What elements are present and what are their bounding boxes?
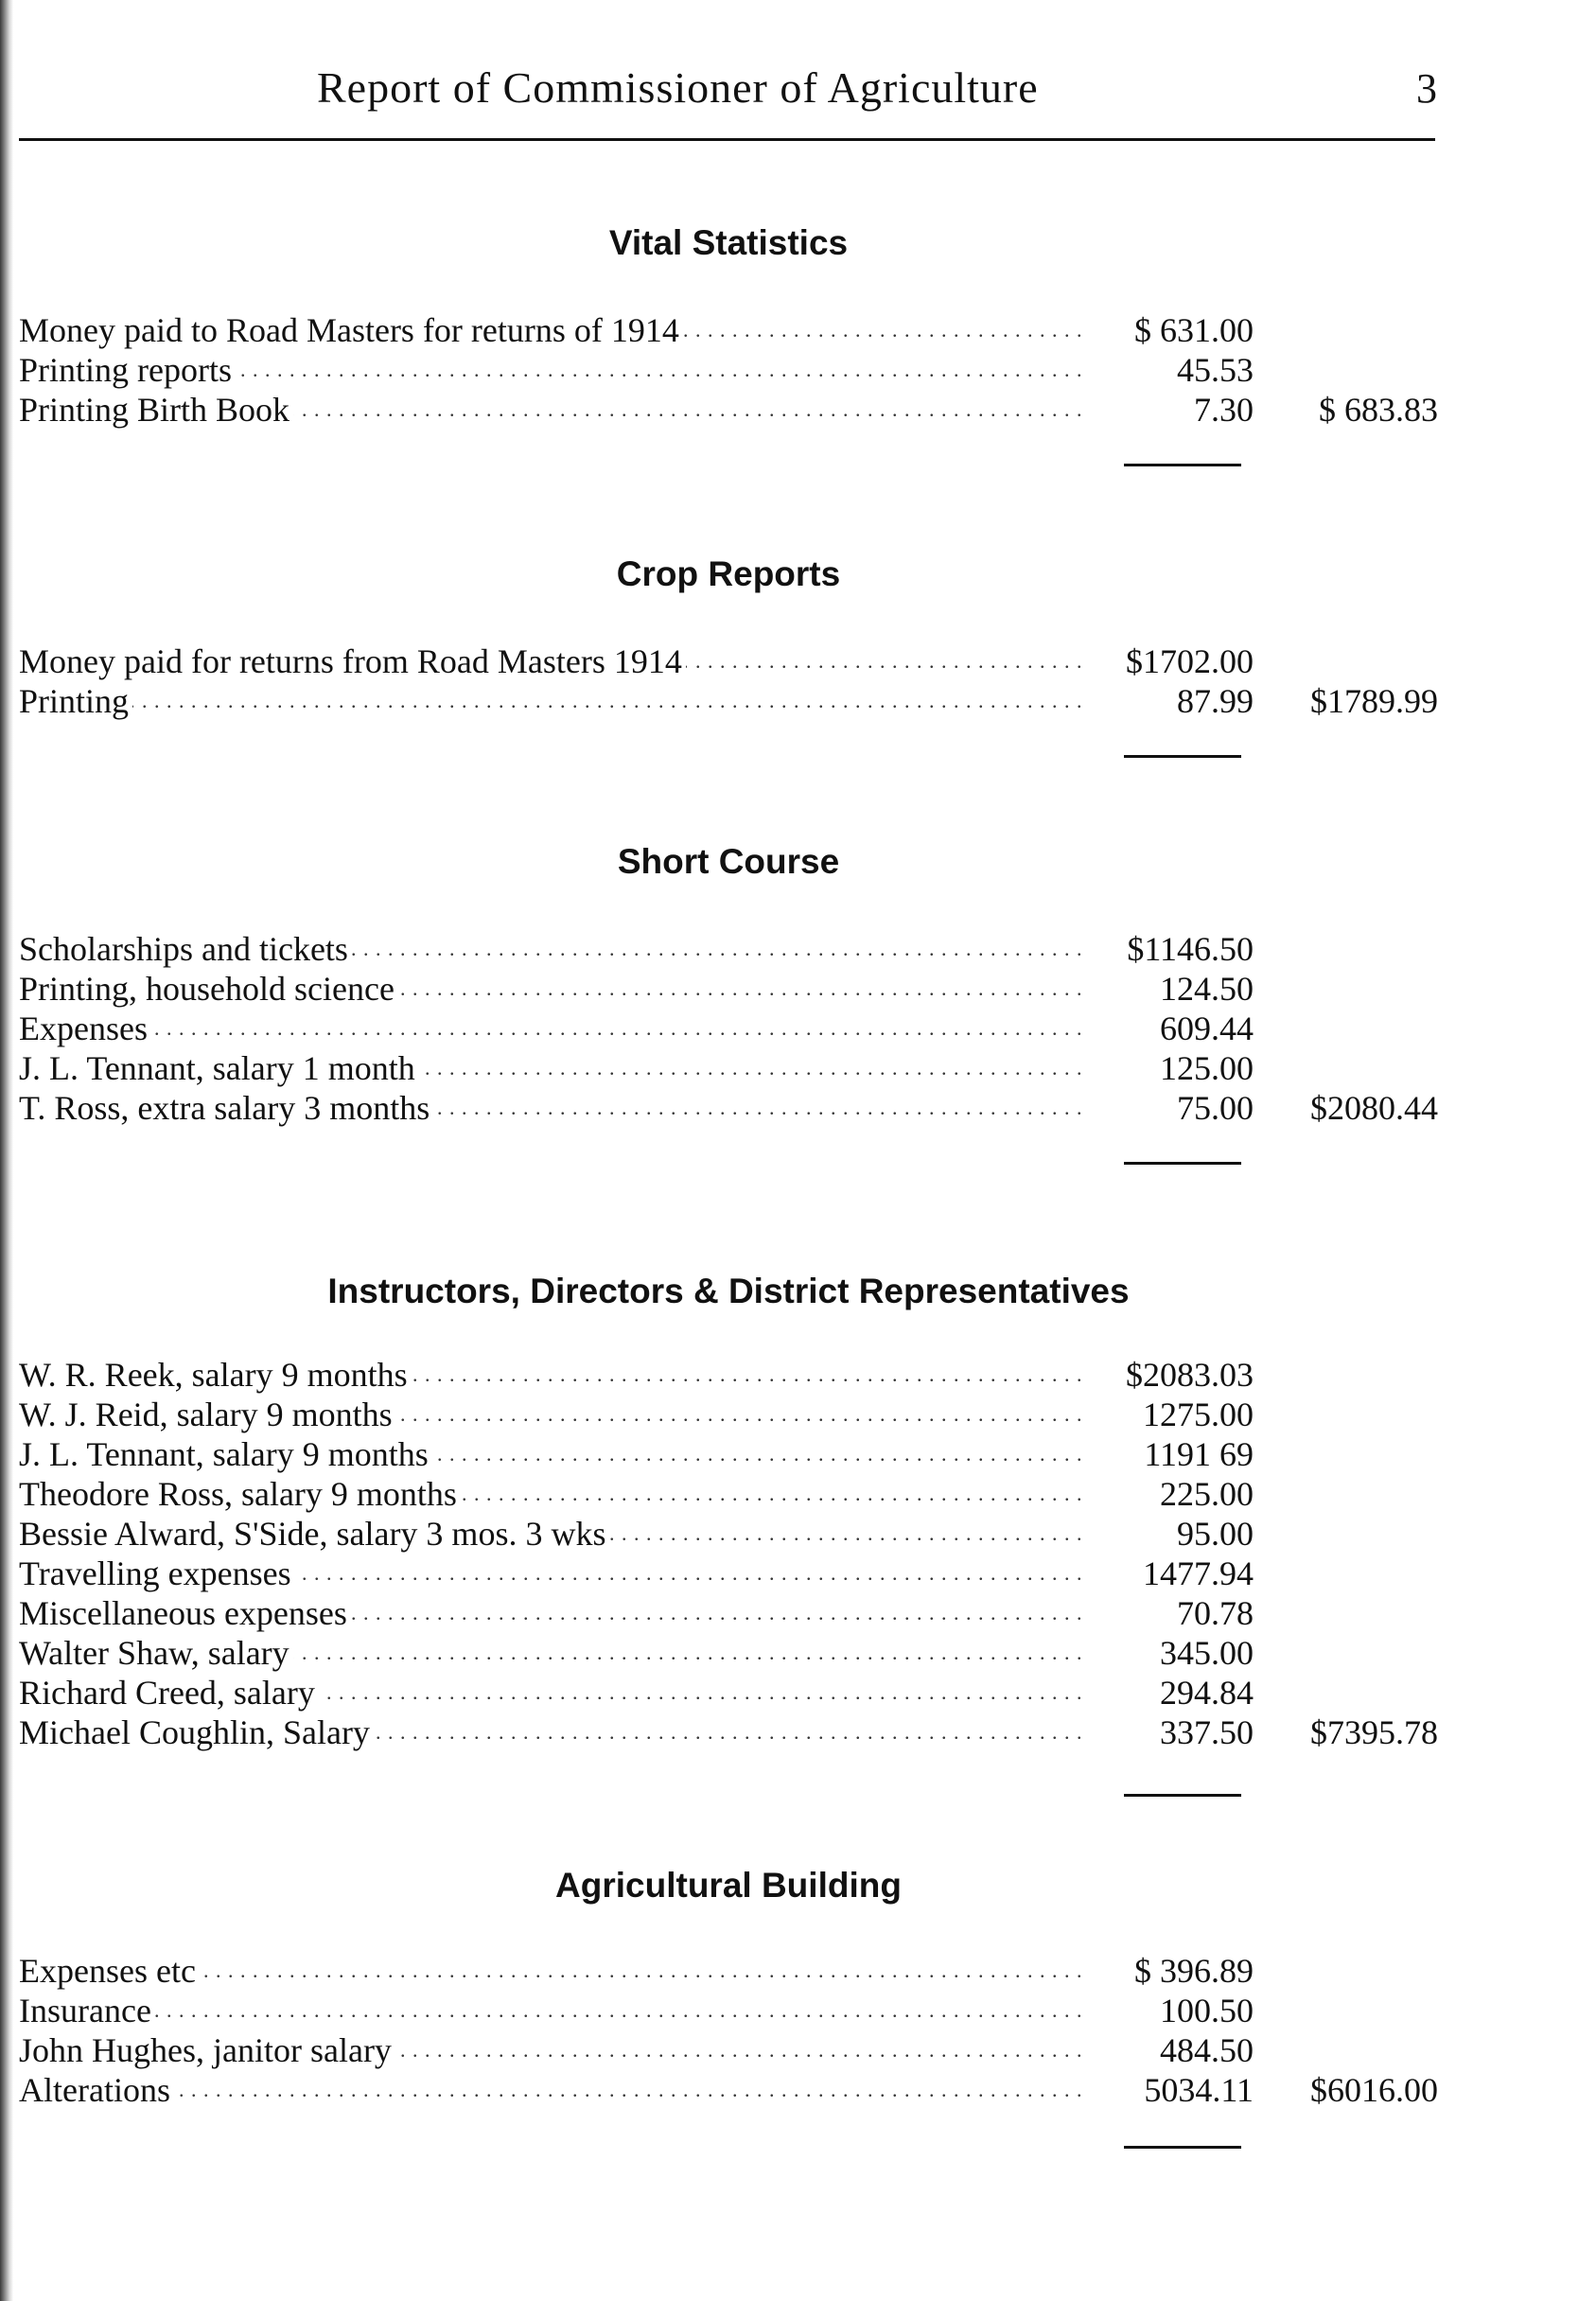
subtotal-rule	[1124, 1794, 1241, 1797]
row-amount: $2083.03	[1126, 1356, 1254, 1394]
section-short-course	[19, 842, 1438, 1128]
ledger-row	[19, 1474, 1438, 1514]
row-amount: 75.00	[1177, 1089, 1254, 1127]
ledger-row	[19, 1048, 1438, 1088]
row-total: $6016.00	[1310, 2071, 1438, 2109]
subtotal-rule	[1124, 464, 1241, 466]
row-total: $2080.44	[1310, 1089, 1438, 1127]
ledger-row	[19, 390, 1438, 430]
section-title: Agricultural Building	[555, 1866, 902, 1905]
ledger-rows	[19, 1355, 1438, 1752]
row-amount: 125.00	[1160, 1049, 1254, 1087]
ledger-row	[19, 969, 1438, 1009]
ledger-row	[19, 1088, 1438, 1128]
section-vital-statistics	[19, 223, 1438, 430]
ledger-row	[19, 2030, 1438, 2070]
row-label: Printing . . .	[19, 681, 1088, 721]
row-label: Printing, household science . . .	[19, 969, 1088, 1009]
row-label: Money paid to Road Masters for returns of 1914 . . .	[19, 310, 1088, 350]
ledger-row	[19, 310, 1438, 350]
row-total: $7395.78	[1310, 1713, 1438, 1751]
ledger-row	[19, 1633, 1438, 1673]
row-amount: 100.50	[1160, 1992, 1254, 2029]
page-spine-shadow	[0, 0, 13, 2301]
row-label: Money paid for returns from Road Masters 1914 . . .	[19, 641, 1088, 681]
row-amount: 87.99	[1177, 682, 1254, 720]
header-rule	[19, 138, 1435, 141]
row-label: Richard Creed, salary . . .	[19, 1673, 1088, 1713]
row-amount: 1275.00	[1143, 1396, 1254, 1433]
row-amount: $ 631.00	[1134, 311, 1254, 349]
row-label: T. Ross, extra salary 3 months . . .	[19, 1088, 1088, 1128]
subtotal-rule	[1124, 2146, 1241, 2149]
row-amount: 337.50	[1160, 1713, 1254, 1751]
ledger-row	[19, 1593, 1438, 1633]
section-title: Instructors, Directors & District Representatives	[327, 1272, 1130, 1310]
row-label: John Hughes, janitor salary . . .	[19, 2030, 1088, 2070]
row-label: W. J. Reid, salary 9 months . . .	[19, 1395, 1088, 1434]
row-total: $1789.99	[1310, 682, 1438, 720]
ledger-row	[19, 1951, 1438, 1991]
section-title: Vital Statistics	[608, 223, 849, 262]
row-label: Printing Birth Book . . .	[19, 390, 1088, 430]
row-label: Alterations . . .	[19, 2070, 1088, 2110]
row-amount: 5034.11	[1144, 2071, 1254, 2109]
ledger-row	[19, 681, 1438, 721]
row-label: Miscellaneous expenses . . .	[19, 1593, 1088, 1633]
ledger-rows	[19, 1951, 1438, 2110]
page-number: 3	[1416, 65, 1437, 112]
row-label: Insurance . . .	[19, 1991, 1088, 2030]
row-label: J. L. Tennant, salary 1 month . . .	[19, 1048, 1088, 1088]
ledger-row	[19, 929, 1438, 969]
ledger-row	[19, 1009, 1438, 1048]
row-amount: 45.53	[1177, 351, 1254, 389]
ledger-row	[19, 1673, 1438, 1713]
row-amount: 609.44	[1160, 1010, 1254, 1047]
row-total: $ 683.83	[1319, 391, 1438, 429]
row-label: Printing reports . . .	[19, 350, 1088, 390]
ledger-rows	[19, 310, 1438, 430]
row-amount: 70.78	[1177, 1594, 1254, 1632]
row-label: Travelling expenses . . .	[19, 1554, 1088, 1593]
row-label: Expenses etc . . .	[19, 1951, 1088, 1991]
ledger-row	[19, 350, 1438, 390]
row-label: W. R. Reek, salary 9 months . . .	[19, 1355, 1088, 1395]
row-amount: 95.00	[1177, 1515, 1254, 1553]
row-amount: $ 396.89	[1134, 1952, 1254, 1990]
ledger-row	[19, 1434, 1438, 1474]
row-amount: 484.50	[1160, 2031, 1254, 2069]
section-title: Crop Reports	[616, 554, 841, 593]
ledger-row	[19, 641, 1438, 681]
row-amount: 1191 69	[1144, 1435, 1254, 1473]
section-instructors	[19, 1272, 1438, 1752]
section-agricultural-building	[19, 1866, 1438, 2110]
ledger-row	[19, 1355, 1438, 1395]
row-label: Walter Shaw, salary . . .	[19, 1633, 1088, 1673]
row-label: J. L. Tennant, salary 9 months . . .	[19, 1434, 1088, 1474]
row-amount: $1702.00	[1126, 642, 1254, 680]
row-label: Michael Coughlin, Salary . . .	[19, 1713, 1088, 1752]
ledger-rows	[19, 929, 1438, 1128]
row-amount: 1477.94	[1143, 1554, 1254, 1592]
ledger-row	[19, 2070, 1438, 2110]
page-header	[19, 57, 1438, 136]
row-amount: $1146.50	[1127, 930, 1254, 968]
subtotal-rule	[1124, 755, 1241, 758]
header-title: Report of Commissioner of Agriculture	[317, 63, 1039, 112]
section-title: Short Course	[617, 842, 840, 881]
row-label: Scholarships and tickets . . .	[19, 929, 1088, 969]
ledger-row	[19, 1991, 1438, 2030]
ledger-row	[19, 1554, 1438, 1593]
ledger-row	[19, 1514, 1438, 1554]
section-crop-reports	[19, 554, 1438, 721]
ledger-rows	[19, 641, 1438, 721]
ledger-row	[19, 1713, 1438, 1752]
row-amount: 124.50	[1160, 970, 1254, 1008]
row-amount: 225.00	[1160, 1475, 1254, 1513]
row-amount: 345.00	[1160, 1634, 1254, 1672]
ledger-row	[19, 1395, 1438, 1434]
subtotal-rule	[1124, 1162, 1241, 1165]
row-label: Expenses . . .	[19, 1009, 1088, 1048]
row-amount: 294.84	[1160, 1674, 1254, 1712]
row-amount: 7.30	[1194, 391, 1254, 429]
row-label: Bessie Alward, S'Side, salary 3 mos. 3 wks . . .	[19, 1514, 1088, 1554]
row-label: Theodore Ross, salary 9 months . . .	[19, 1474, 1088, 1514]
